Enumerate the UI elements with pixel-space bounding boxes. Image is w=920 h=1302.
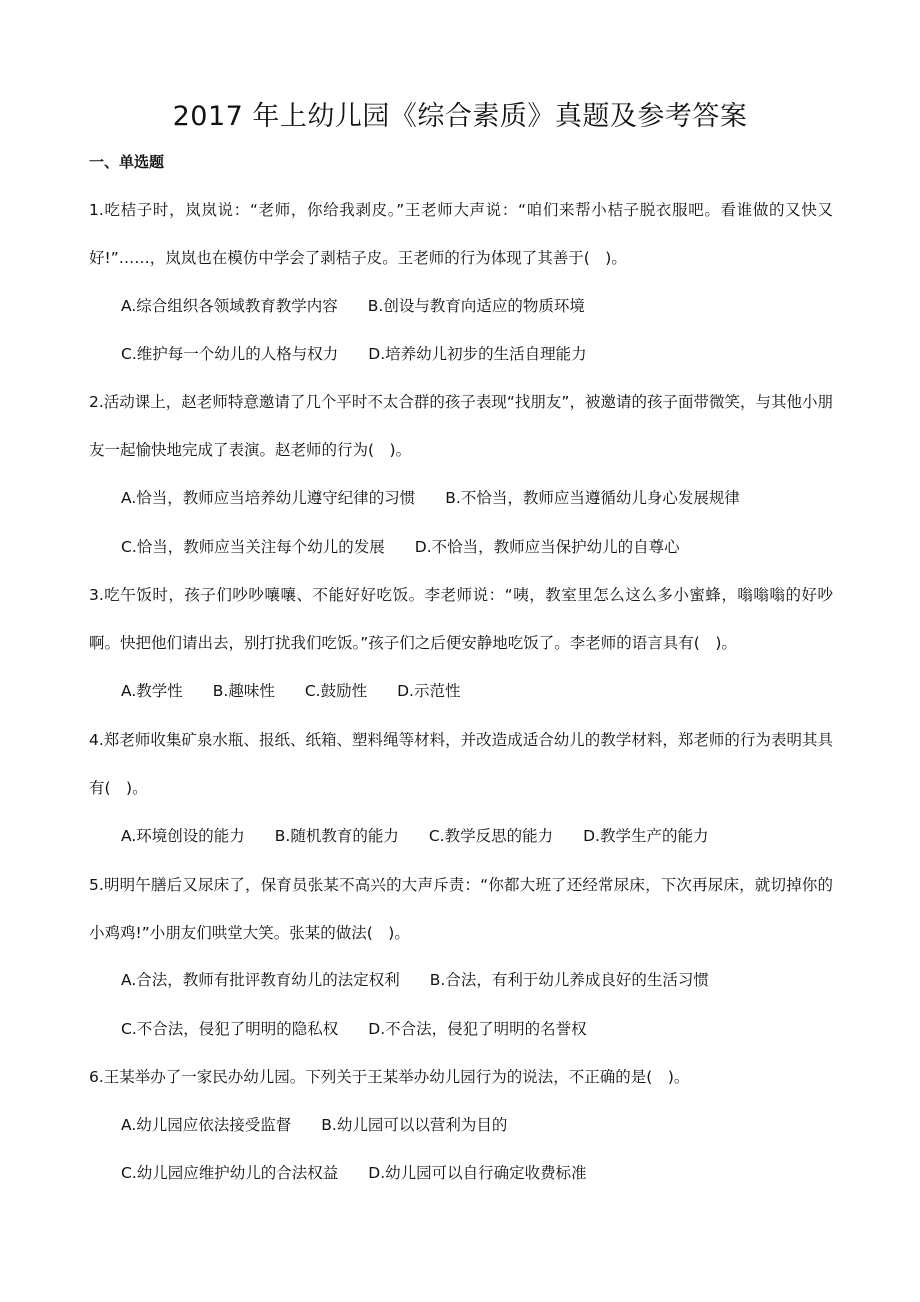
question-4-option-c: C.教学反思的能力 [428, 827, 554, 845]
question-2-option-a: A.恰当，教师应当培养幼儿遵守纪律的习惯 [121, 489, 416, 507]
question-4-stem: 4.郑老师收集矿泉水瓶、报纸、纸箱、塑料绳等材料，并改造成适合幼儿的教学材料，郑老师的行为表明其具有( )。 [89, 731, 833, 797]
question-1-options-row-2 [121, 342, 617, 366]
question-6-options-row-1 [121, 1113, 537, 1137]
question-3-option-b: B.趣味性 [212, 682, 275, 700]
question-6-options-row-2 [121, 1161, 617, 1185]
question-5-stem: 5.明明午膳后又尿床了，保育员张某不高兴的大声斥责：“你都大班了还经常尿床，下次再尿床，就切掉你的小鸡鸡!”小朋友们哄堂大笑。张某的做法( )。 [89, 876, 833, 942]
question-3-option-c: C.鼓励性 [304, 682, 368, 700]
question-2-option-d: D.不恰当，教师应当保护幼儿的自尊心 [414, 538, 680, 556]
question-4-option-a: A.环境创设的能力 [121, 827, 245, 845]
question-1-option-b: B.创设与教育向适应的物质环境 [367, 297, 585, 315]
question-1-options-row-1 [121, 294, 615, 318]
document-title: 2017 年上幼儿园《综合素质》真题及参考答案 [172, 101, 748, 132]
question-5-option-a: A.合法，教师有批评教育幼儿的法定权利 [121, 971, 400, 989]
question-2-option-b: B.不恰当，教师应当遵循幼儿身心发展规律 [445, 489, 740, 507]
question-6-option-c: C.幼儿园应维护幼儿的合法权益 [121, 1164, 339, 1182]
section-heading: 一、单选题 [89, 153, 165, 171]
question-6-option-b: B.幼儿园可以以营利为目的 [321, 1116, 508, 1134]
question-2-stem: 2.活动课上，赵老师特意邀请了几个平时不太合群的孩子表现“找朋友”，被邀请的孩子面带微笑，与其他小朋友一起愉快地完成了表演。赵老师的行为( )。 [89, 393, 833, 459]
question-1-option-c: C.维护每一个幼儿的人格与权力 [121, 345, 339, 363]
question-3-stem: 3.吃午饭时，孩子们吵吵嚷嚷、不能好好吃饭。李老师说：“咦，教室里怎么这么多小蜜蜂，嗡嗡嗡的好吵啊。快把他们请出去，别打扰我们吃饭。”孩子们之后便安静地吃饭了。李老师的语言具有( )。 [89, 586, 833, 652]
question-2-options-row-1 [121, 486, 770, 510]
question-2-options-row-2 [121, 535, 710, 559]
question-6-option-a: A.幼儿园应依法接受监督 [121, 1116, 292, 1134]
question-5-options-row-1 [121, 968, 739, 992]
question-5-options-row-2 [121, 1017, 617, 1041]
question-4-option-d: D.教学生产的能力 [583, 827, 709, 845]
question-1-stem: 1.吃桔子时，岚岚说：“老师，你给我剥皮。”王老师大声说：“咱们来帮小桔子脱衣服吧。看谁做的又快又好!”……，岚岚也在模仿中学会了剥桔子皮。王老师的行为体现了其善于( )。 [89, 201, 833, 267]
question-3-option-a: A.教学性 [121, 682, 183, 700]
question-1-option-a: A.综合组织各领域教育教学内容 [121, 297, 338, 315]
question-2-option-c: C.恰当，教师应当关注每个幼儿的发展 [121, 538, 385, 556]
question-6-stem: 6.王某举办了一家民办幼儿园。下列关于王某举办幼儿园行为的说法，不正确的是( )。 [89, 1068, 690, 1086]
question-3-option-d: D.示范性 [397, 682, 461, 700]
question-3-options [121, 679, 490, 703]
question-6-option-d: D.幼儿园可以自行确定收费标准 [368, 1164, 587, 1182]
question-4-option-b: B.随机教育的能力 [274, 827, 399, 845]
question-5-option-d: D.不合法，侵犯了明明的名誉权 [368, 1020, 587, 1038]
question-5-option-b: B.合法，有利于幼儿养成良好的生活习惯 [429, 971, 709, 989]
question-1-option-d: D.培养幼儿初步的生活自理能力 [368, 345, 587, 363]
question-4-options [121, 824, 738, 848]
question-5-option-c: C.不合法，侵犯了明明的隐私权 [121, 1020, 339, 1038]
